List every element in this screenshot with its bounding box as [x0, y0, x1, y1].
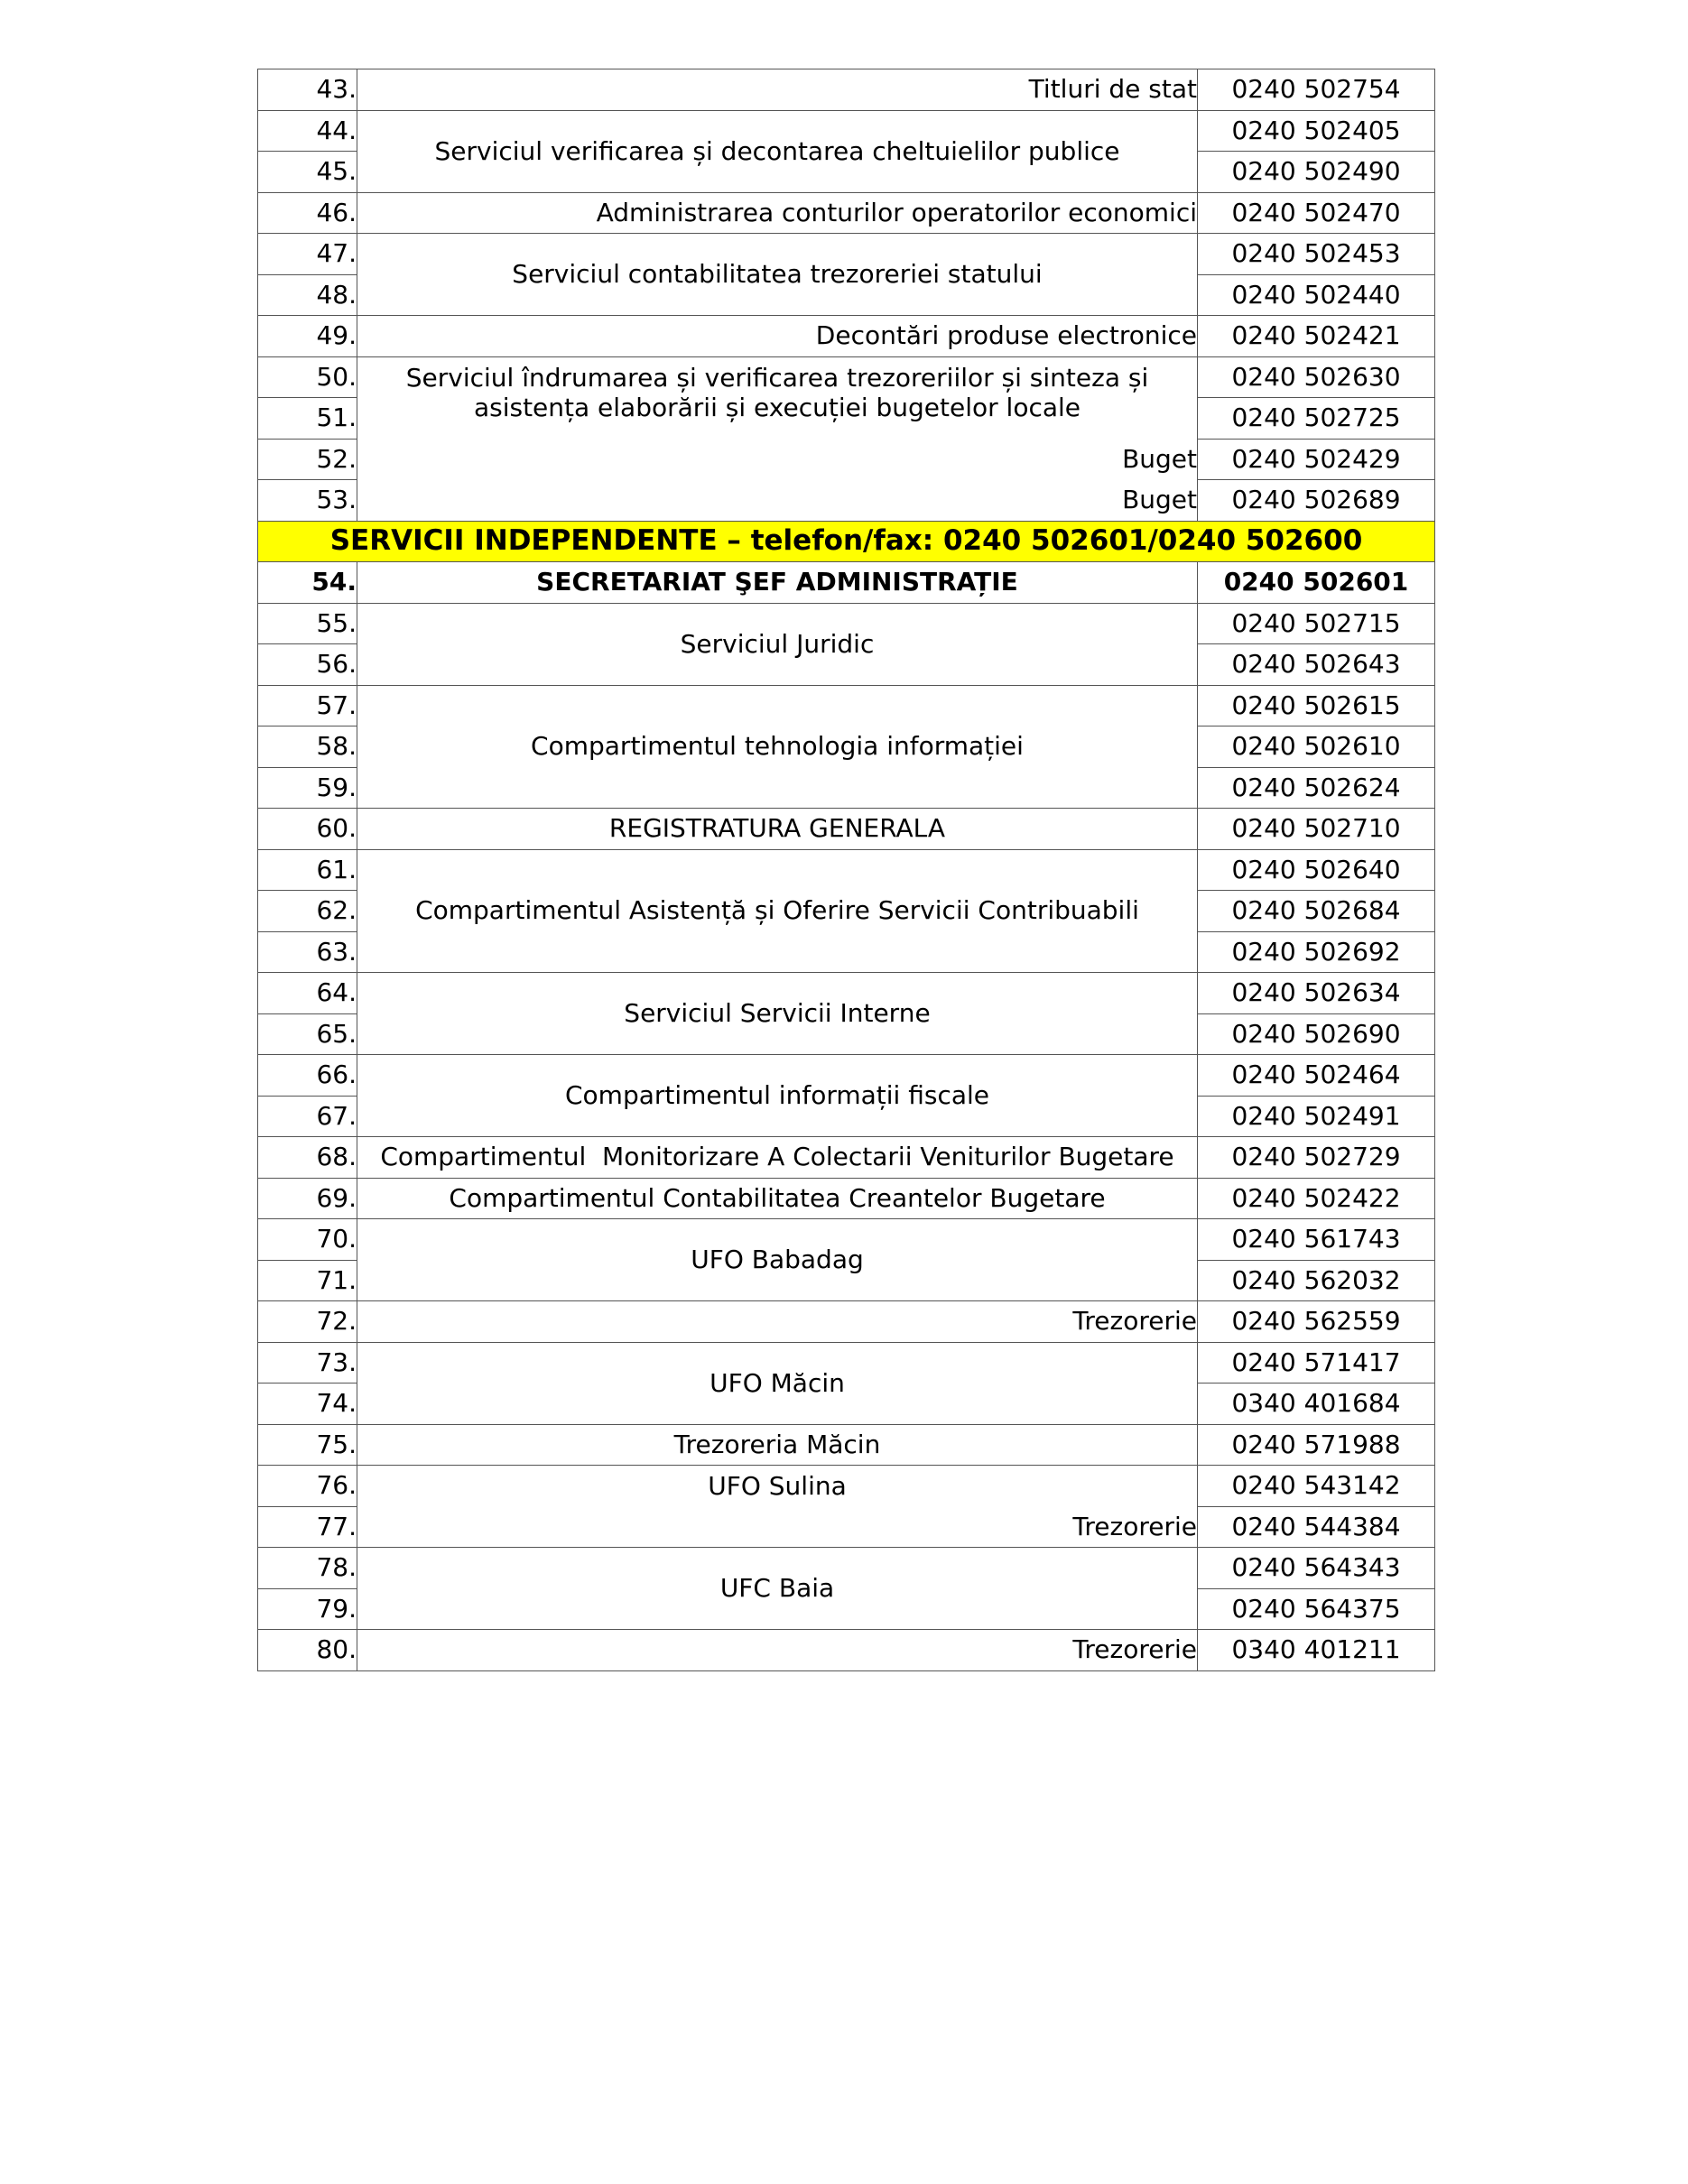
row-number: 59.: [258, 767, 357, 809]
department-name: UFC Baia: [357, 1548, 1198, 1630]
department-name: Serviciul Servicii Interne: [357, 973, 1198, 1055]
table-row: [258, 1137, 1435, 1179]
table-row: [258, 356, 1435, 398]
phone-number: 0240 502729: [1198, 1137, 1435, 1179]
table-row: [258, 192, 1435, 234]
phone-number: 0240 502422: [1198, 1178, 1435, 1219]
row-number: 47.: [258, 234, 357, 275]
phone-number: 0240 502405: [1198, 110, 1435, 152]
phone-number: 0240 564375: [1198, 1588, 1435, 1630]
row-number: 75.: [258, 1424, 357, 1466]
department-name: Compartimentul informații fiscale: [357, 1055, 1198, 1137]
department-name: Trezorerie: [357, 1630, 1198, 1671]
row-number: 70.: [258, 1219, 357, 1261]
table-row: [258, 234, 1435, 275]
table-row: [258, 849, 1435, 891]
phone-number: 0240 502725: [1198, 398, 1435, 440]
phone-number: 0240 502491: [1198, 1096, 1435, 1137]
row-number: 79.: [258, 1588, 357, 1630]
row-number: 50.: [258, 356, 357, 398]
row-number: 74.: [258, 1384, 357, 1425]
table-row: [258, 1506, 1435, 1548]
section-header: [258, 521, 1435, 562]
sublabel-buget-53: Buget: [1122, 485, 1197, 515]
phone-number: 0240 564343: [1198, 1548, 1435, 1589]
phone-number: 0240 502440: [1198, 274, 1435, 316]
phone-number: 0240 502429: [1198, 439, 1435, 480]
row-number: 77.: [258, 1506, 357, 1548]
row-number: 69.: [258, 1178, 357, 1219]
phone-number: 0240 561743: [1198, 1219, 1435, 1261]
phone-number: 0240 502421: [1198, 316, 1435, 357]
phone-number: 0240 502754: [1198, 69, 1435, 111]
row-number: 48.: [258, 274, 357, 316]
phone-number: 0240 502715: [1198, 603, 1435, 644]
phone-number: 0240 562559: [1198, 1301, 1435, 1343]
row-number: 64.: [258, 973, 357, 1014]
department-name: Serviciul îndrumarea și verificarea trezoreriilor și sinteza și asistența elaborării și execuției bugetelor locale: [357, 356, 1198, 521]
department-name: Trezorerie: [357, 1301, 1198, 1343]
row-number: 52.: [258, 439, 357, 480]
department-name: UFO Măcin: [357, 1342, 1198, 1424]
row-number: 44.: [258, 110, 357, 152]
row-number: 67.: [258, 1096, 357, 1137]
table-row: [258, 1548, 1435, 1589]
department-name: Compartimentul Monitorizare A Colectarii Veniturilor Bugetare: [357, 1137, 1198, 1179]
section-title: SERVICII INDEPENDENTE – telefon/fax: 0240 502601/0240 502600: [258, 521, 1435, 562]
row-number: 51.: [258, 398, 357, 440]
row-number: 71.: [258, 1260, 357, 1301]
row-number: 57.: [258, 685, 357, 726]
row-number: 43.: [258, 69, 357, 111]
phone-number: 0240 502692: [1198, 931, 1435, 973]
table-row: [258, 973, 1435, 1014]
phone-number: 0240 502470: [1198, 192, 1435, 234]
table-row: [258, 1178, 1435, 1219]
phone-number: 0240 502630: [1198, 356, 1435, 398]
phone-number: 0240 502640: [1198, 849, 1435, 891]
phone-number: 0240 502453: [1198, 234, 1435, 275]
table-row: [258, 1466, 1435, 1507]
phone-number: 0240 502624: [1198, 767, 1435, 809]
table-row: [258, 603, 1435, 644]
phone-number: 0240 502490: [1198, 152, 1435, 193]
table-row: [258, 562, 1435, 604]
phone-number: 0240 502464: [1198, 1055, 1435, 1097]
phone-number: 0240 502690: [1198, 1013, 1435, 1055]
row-number: 61.: [258, 849, 357, 891]
department-name: Administrarea conturilor operatorilor economici: [357, 192, 1198, 234]
table-row: [258, 809, 1435, 850]
table-row: [258, 110, 1435, 152]
department-name: SECRETARIAT ŞEF ADMINISTRAȚIE: [357, 562, 1198, 604]
table-row: [258, 316, 1435, 357]
department-name: UFO Sulina: [357, 1466, 1198, 1507]
department-name: Compartimentul Contabilitatea Creantelor Bugetare: [357, 1178, 1198, 1219]
row-number: 58.: [258, 726, 357, 768]
row-number: 73.: [258, 1342, 357, 1384]
phone-number: 0240 502710: [1198, 809, 1435, 850]
row-number: 63.: [258, 931, 357, 973]
department-name: UFO Babadag: [357, 1219, 1198, 1301]
table-row: [258, 685, 1435, 726]
phone-number: 0240 562032: [1198, 1260, 1435, 1301]
phone-number: 0340 401211: [1198, 1630, 1435, 1671]
phone-number: 0240 571988: [1198, 1424, 1435, 1466]
phone-number: 0240 502615: [1198, 685, 1435, 726]
row-number: 78.: [258, 1548, 357, 1589]
table-row: [258, 1055, 1435, 1097]
phone-number: 0240 502634: [1198, 973, 1435, 1014]
phone-number: 0340 401684: [1198, 1384, 1435, 1425]
phone-number: 0240 543142: [1198, 1466, 1435, 1507]
row-number: 56.: [258, 644, 357, 686]
department-name: Serviciul Juridic: [357, 603, 1198, 685]
row-number: 45.: [258, 152, 357, 193]
phone-number: 0240 502610: [1198, 726, 1435, 768]
department-name: Serviciul verificarea și decontarea cheltuielilor publice: [357, 110, 1198, 192]
department-name: Titluri de stat: [357, 69, 1198, 111]
phone-number: 0240 502689: [1198, 480, 1435, 522]
department-name: Trezorerie: [357, 1506, 1198, 1548]
row-number: 65.: [258, 1013, 357, 1055]
department-name: Decontări produse electronice: [357, 316, 1198, 357]
phone-number: 0240 502684: [1198, 891, 1435, 932]
sublabel-buget-52: Buget: [1122, 443, 1197, 474]
department-name: REGISTRATURA GENERALA: [357, 809, 1198, 850]
table-row: [258, 1342, 1435, 1384]
phone-number: 0240 544384: [1198, 1506, 1435, 1548]
row-number: 62.: [258, 891, 357, 932]
phone-directory-table: [257, 69, 1435, 1671]
table-row: [258, 69, 1435, 111]
row-number: 76.: [258, 1466, 357, 1507]
row-number: 53.: [258, 480, 357, 522]
row-number: 72.: [258, 1301, 357, 1343]
table-row: [258, 1301, 1435, 1343]
department-name: Trezoreria Măcin: [357, 1424, 1198, 1466]
department-name: Compartimentul Asistență și Oferire Servicii Contribuabili: [357, 849, 1198, 973]
row-number: 60.: [258, 809, 357, 850]
table-row: [258, 1630, 1435, 1671]
table-row: [258, 1219, 1435, 1261]
row-number: 49.: [258, 316, 357, 357]
row-number: 68.: [258, 1137, 357, 1179]
row-number: 66.: [258, 1055, 357, 1097]
phone-number: 0240 502601: [1198, 562, 1435, 604]
department-name: Serviciul contabilitatea trezoreriei statului: [357, 234, 1198, 316]
phone-number: 0240 502643: [1198, 644, 1435, 686]
row-number: 55.: [258, 603, 357, 644]
row-number: 80.: [258, 1630, 357, 1671]
table-row: [258, 1424, 1435, 1466]
department-name: Compartimentul tehnologia informației: [357, 685, 1198, 809]
row-number: 46.: [258, 192, 357, 234]
row-number: 54.: [258, 562, 357, 604]
phone-number: 0240 571417: [1198, 1342, 1435, 1384]
